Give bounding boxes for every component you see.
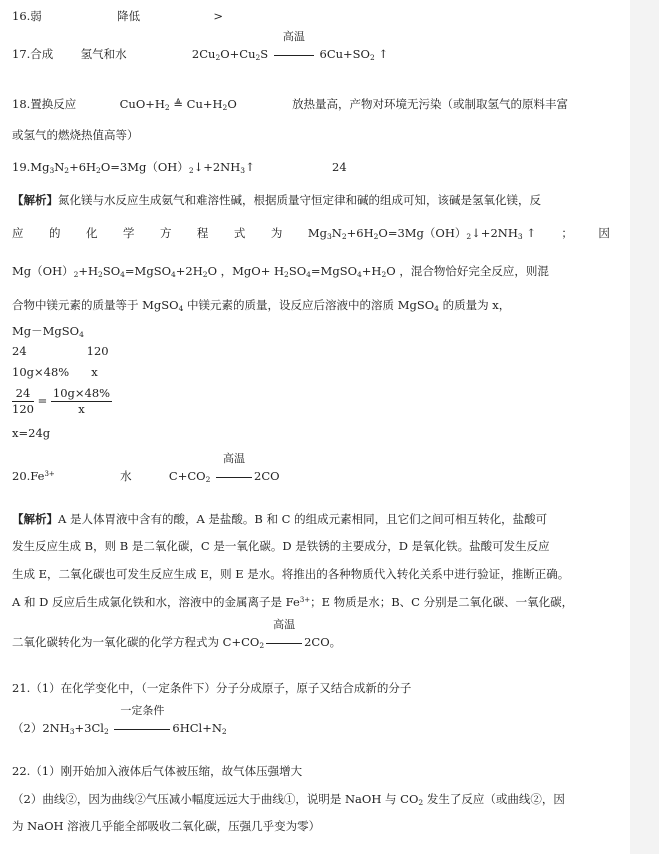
- q16-number: 16.弱: [12, 9, 42, 23]
- q16-answer-2: 降低: [117, 9, 141, 23]
- q19-calc-result: x=24g: [12, 426, 51, 440]
- q20-analysis-3: 生成 E，二氧化碳也可发生反应生成 E，则 E 是水。将推出的各种物质代入转化关系中进行验证，推断正确。: [12, 567, 570, 581]
- q20-analysis-5: 二氧化碳转化为一氧化碳的化学方程式为 $C+CO_2$ 高温 2CO。: [12, 618, 342, 650]
- q20-answer-2: 水: [120, 469, 132, 483]
- viewer-margin: [630, 0, 659, 854]
- q18-explanation-1: 放热量高，产物对环境无污染（或制取氢气的原料丰富: [292, 97, 569, 111]
- q20-analysis-1: 【解析】A 是人体胃液中含有的酸，A 是盐酸。B 和 C 的组成元素相同，且它们之间可相互转化，盐酸可: [12, 512, 548, 526]
- q19-analysis-1: 【解析】氮化镁与水反应生成氨气和难溶性碱，根据质量守恒定律和碱的组成可知，该碱是氢氧化镁，反: [12, 193, 541, 207]
- q21-line-2: $(2)2NH_3+3Cl_2$ 一定条件 $6HCl+N_2$: [12, 704, 227, 736]
- q18-number: 18.置换反应: [12, 97, 77, 111]
- q20-analysis-2: 发生反应生成 B，则 B 是二氧化碳，C 是一氧化碳。D 是铁锈的主要成分，D 是氧化铁。盐酸可发生反应: [12, 539, 550, 553]
- q16-answer-3: >: [213, 9, 224, 23]
- q18-line-1: [12, 96, 568, 112]
- q17-equation: $2Cu_2O+Cu_2S$ 高温 $6Cu+SO_2$ ↑: [191, 30, 389, 62]
- q22-line-2: （2）曲线②，因为曲线②气压减小幅度远远大于曲线①，说明是 NaOH 与 $CO_2$ 发生了反应（或曲线②，因: [12, 792, 565, 807]
- q19-analysis-3: $Mg(OH)_2+H_2SO_4=MgSO_4+2H_2O$ ，$MgO+ H_2SO_4=MgSO_4+H_2O$ ，混合物恰好完全反应，则混: [12, 264, 549, 279]
- q19-line-1: [12, 159, 347, 175]
- q17-line: [12, 30, 389, 62]
- fraction-1: $\frac{24}{120}$: [12, 386, 34, 416]
- q17-condition: 高温: [272, 46, 316, 62]
- q19-analysis-label: 【解析】: [12, 193, 58, 207]
- q20-number: $20.Fe^{3+}$: [12, 469, 55, 483]
- q18-explanation-2: 或氢气的燃烧热值高等）: [12, 128, 139, 142]
- fraction-2: $\frac{10g\times 48\%}{x}$: [52, 386, 111, 416]
- q19-calc-3: 10g×48% x: [12, 365, 98, 379]
- q21-line-1: 21.（1）在化学变化中，（一定条件下）分子分成原子，原子又结合成新的分子: [12, 681, 412, 695]
- q17-number: 17.合成: [12, 47, 54, 61]
- q20-line-1: [12, 452, 280, 484]
- q19-calc-fraction: $\frac{24}{120}$ = $\frac{10g\times 48\%}{x}$: [12, 386, 111, 416]
- q16-line: [12, 8, 223, 24]
- q22-line-3: 为 NaOH 溶液几乎能全部吸收二氧化碳，压强几乎变为零）: [12, 819, 321, 833]
- q19-analysis-2: 应 的 化 学 方 程 式 为 $Mg_3N_2+6H_2O=3Mg(OH)_2↓+2NH_3$ ↑ ； 因: [12, 226, 610, 241]
- q18-line-2: [12, 127, 139, 143]
- q19-analysis-equation: $Mg_3N_2+6H_2O=3Mg(OH)_2↓+2NH_3$ ↑: [307, 226, 536, 241]
- q19-calc-2: 24 120: [12, 344, 109, 358]
- q18-equation: $CuO+H_2$ ≜ $Cu+H_2O$: [119, 97, 237, 112]
- q20-equation: $C+CO_2$ 高温 2CO: [168, 452, 280, 484]
- q19-analysis-4: 合物中镁元素的质量等于 MgSO$_4$ 中镁元素的质量，设反应后溶液中的溶质 MgSO$_4$ 的质量为 x，: [12, 298, 511, 313]
- q20-analysis-label: 【解析】: [12, 512, 58, 526]
- q19-equation: $19.Mg_3N_2+6H_2O=3Mg(OH)_2↓+2NH_3↑$: [12, 160, 255, 175]
- q17-answer-2: 氢气和水: [80, 47, 127, 61]
- q22-line-1: 22.（1）刚开始加入液体后气体被压缩，故气体压强增大: [12, 764, 303, 778]
- q19-answer: 24: [332, 160, 347, 174]
- q19-calc-1: Mg－MgSO$_4$: [12, 324, 84, 339]
- q20-analysis-4: A 和 D 反应后生成氯化铁和水，溶液中的金属离子是 $Fe^{3+}$；E 物质是水；B、C 分别是二氧化碳、一氧化碳，: [12, 595, 574, 609]
